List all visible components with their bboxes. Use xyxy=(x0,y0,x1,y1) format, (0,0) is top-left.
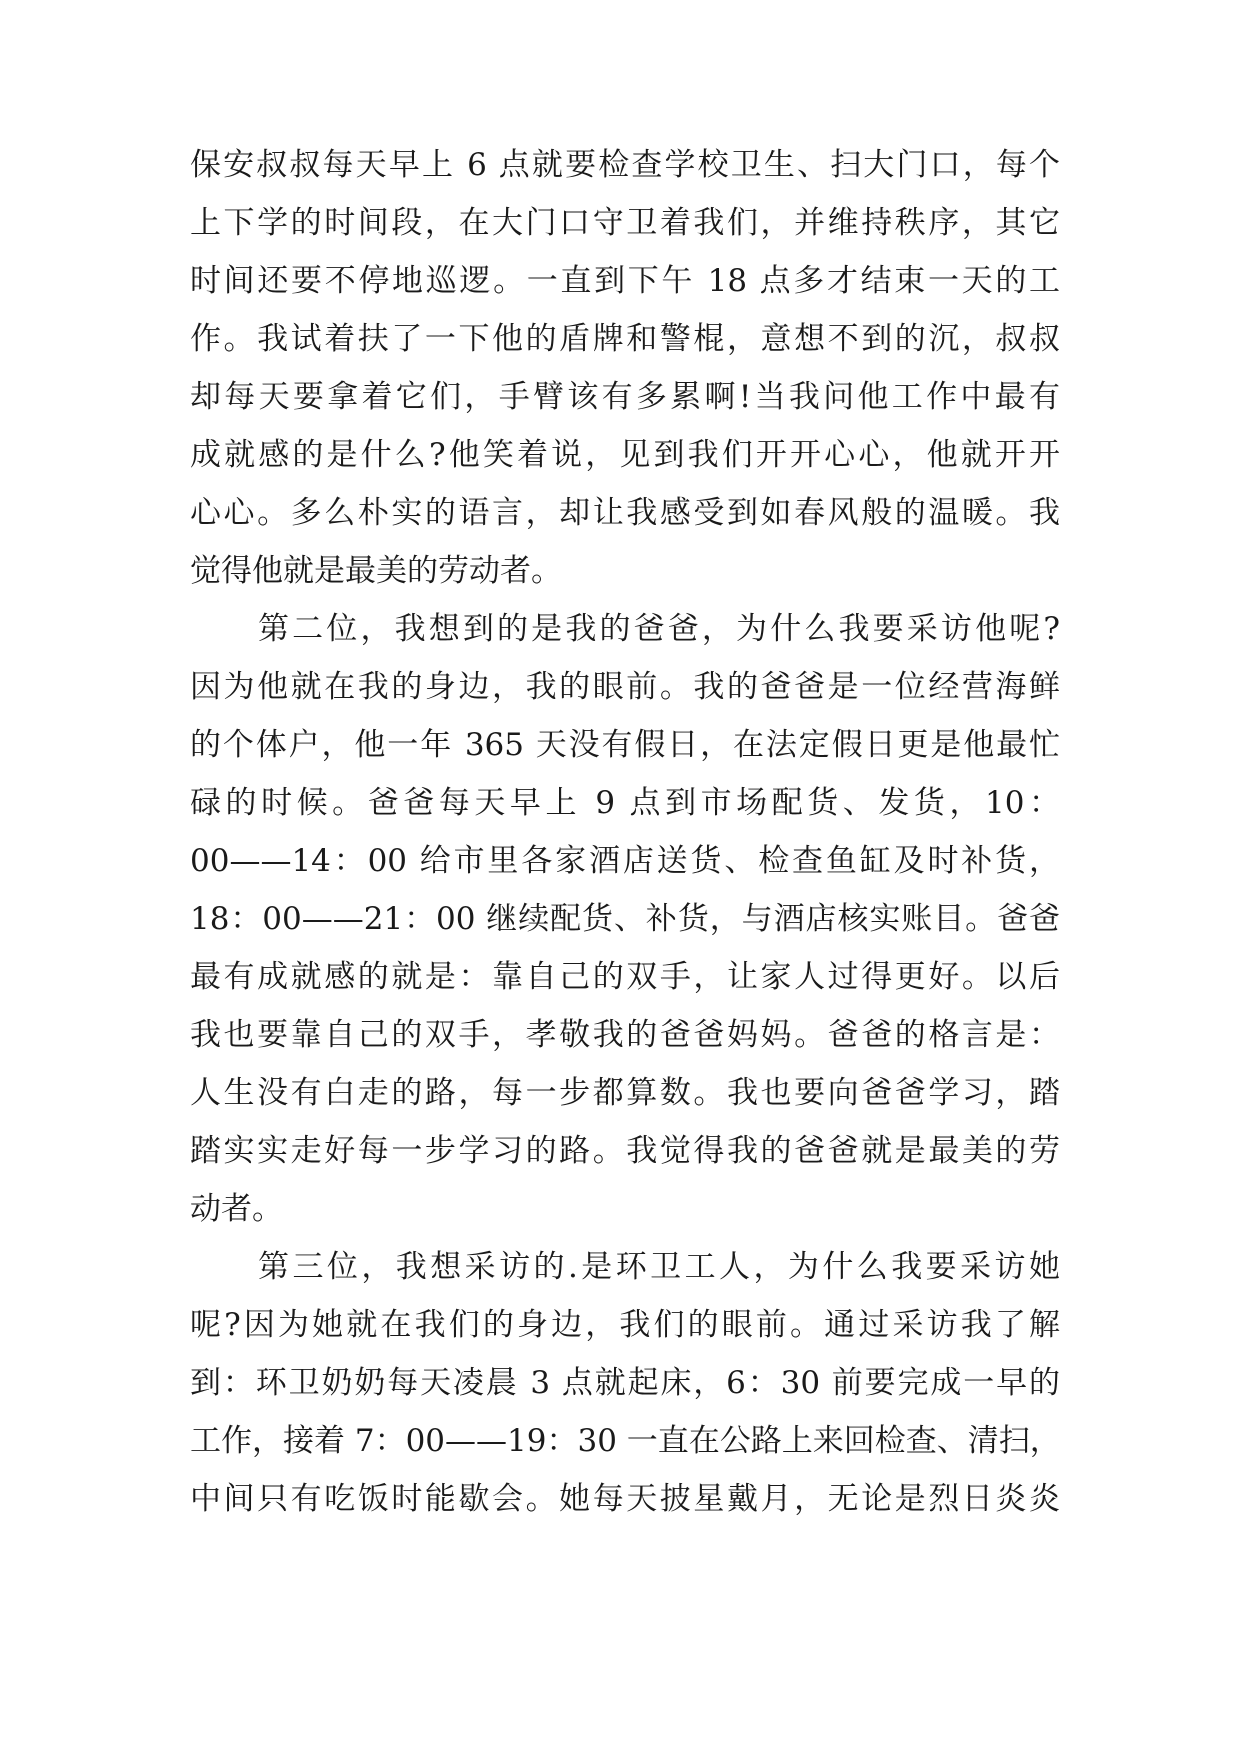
text-line: 觉得他就是最美的劳动者。 xyxy=(190,553,562,589)
text-line: 中间只有吃饭时能歇会。她每天披星戴月，无论是烈日炎炎 xyxy=(190,1481,1060,1517)
text-line: 碌的时候。爸爸每天早上 9 点到市场配货、发货，10： xyxy=(190,785,1060,821)
text-line: 踏实实走好每一步学习的路。我觉得我的爸爸就是最美的劳 xyxy=(190,1133,1060,1169)
text-line: 心心。多么朴实的语言，却让我感受到如春风般的温暖。我 xyxy=(190,495,1060,531)
text-line: 保安叔叔每天早上 6 点就要检查学校卫生、扫大门口，每个 xyxy=(190,147,1060,183)
text-line: 的个体户，他一年 365 天没有假日，在法定假日更是他最忙 xyxy=(190,727,1060,763)
text-line: 工作，接着 7：00——19：30 一直在公路上来回检查、清扫， xyxy=(190,1423,1061,1459)
text-line: 最有成就感的就是：靠自己的双手，让家人过得更好。以后 xyxy=(190,959,1060,995)
text-line: 却每天要拿着它们，手臂该有多累啊!当我问他工作中最有 xyxy=(190,379,1060,415)
text-line: 18：00——21：00 继续配货、补货，与酒店核实账目。爸爸 xyxy=(190,901,1060,937)
text-line: 上下学的时间段，在大门口守卫着我们，并维持秩序，其它 xyxy=(190,205,1060,241)
text-line: 因为他就在我的身边，我的眼前。我的爸爸是一位经营海鲜 xyxy=(190,669,1060,705)
text-line: 00——14：00 给市里各家酒店送货、检查鱼缸及时补货， xyxy=(190,843,1060,879)
text-line: 作。我试着扶了一下他的盾牌和警棍，意想不到的沉，叔叔 xyxy=(190,321,1060,357)
text-line: 时间还要不停地巡逻。一直到下午 18 点多才结束一天的工 xyxy=(190,263,1060,299)
text-line: 我也要靠自己的双手，孝敬我的爸爸妈妈。爸爸的格言是： xyxy=(190,1017,1060,1053)
text-line: 呢?因为她就在我们的身边，我们的眼前。通过采访我了解 xyxy=(190,1307,1060,1343)
text-line: 动者。 xyxy=(190,1191,283,1227)
text-line: 第三位，我想采访的.是环卫工人，为什么我要采访她 xyxy=(258,1249,1060,1285)
text-line: 人生没有白走的路，每一步都算数。我也要向爸爸学习，踏 xyxy=(190,1075,1060,1111)
text-line: 第二位，我想到的是我的爸爸，为什么我要采访他呢? xyxy=(258,611,1060,647)
text-line: 到：环卫奶奶每天凌晨 3 点就起床，6：30 前要完成一早的 xyxy=(190,1365,1060,1401)
text-line: 成就感的是什么?他笑着说，见到我们开开心心，他就开开 xyxy=(190,437,1060,473)
